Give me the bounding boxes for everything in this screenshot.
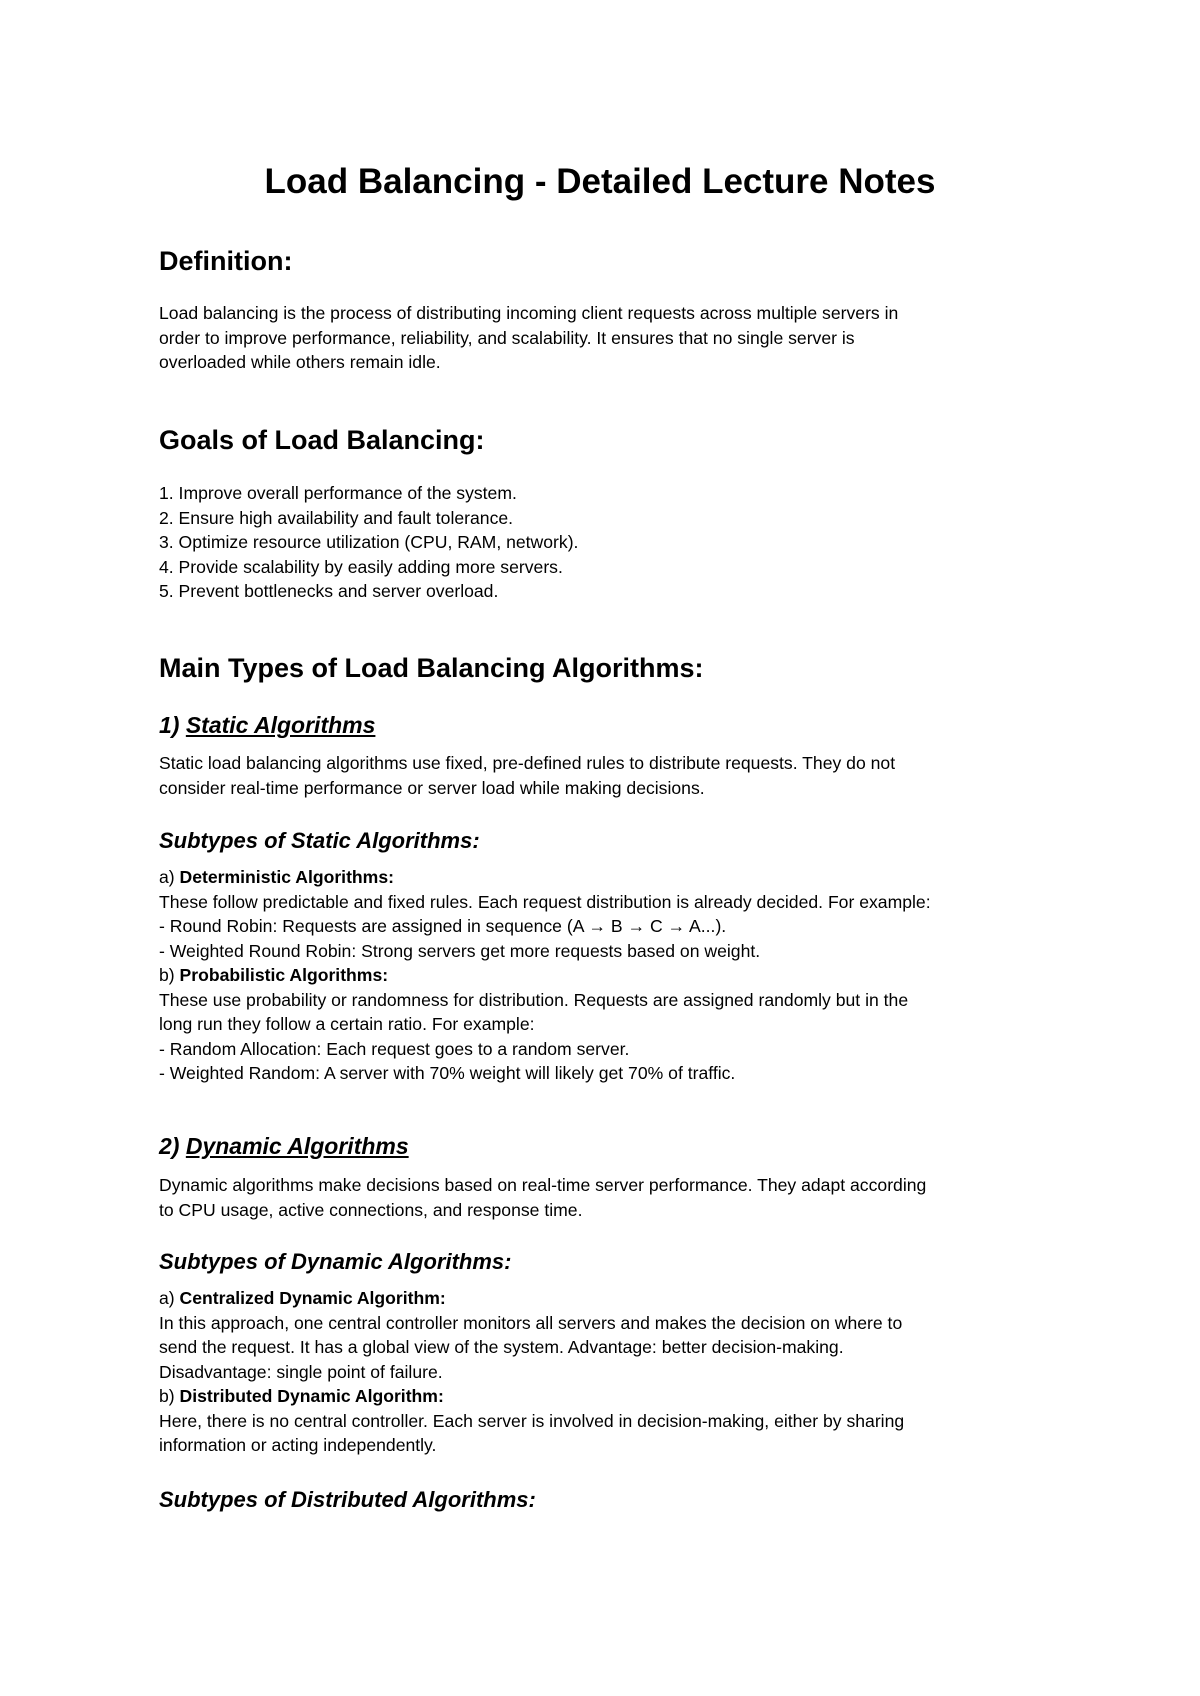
page-title: Load Balancing - Detailed Lecture Notes bbox=[264, 162, 936, 201]
static-heading bbox=[159, 710, 375, 740]
static-subtypes-body bbox=[159, 865, 1059, 1086]
definition-paragraph bbox=[159, 301, 1059, 375]
distributed-label: Distributed Dynamic Algorithm: bbox=[179, 1386, 444, 1406]
probabilistic-label-line bbox=[159, 963, 1059, 988]
definition-line: Load balancing is the process of distributing incoming client requests across multiple servers in bbox=[159, 303, 899, 323]
dynamic-heading bbox=[159, 1131, 409, 1161]
centralized-line: In this approach, one central controller monitors all servers and makes the decision on where to bbox=[159, 1312, 903, 1333]
definition-line: overloaded while others remain idle. bbox=[159, 352, 441, 372]
goals-list bbox=[159, 481, 1059, 604]
probabilistic-line: - Random Allocation: Each request goes to a random server. bbox=[159, 1038, 630, 1059]
goal-item: 3. Optimize resource utilization (CPU, RAM, network). bbox=[159, 532, 579, 552]
dynamic-desc-line: Dynamic algorithms make decisions based on real-time server performance. They adapt according bbox=[159, 1175, 927, 1195]
probabilistic-line: long run they follow a certain ratio. For example: bbox=[159, 1014, 535, 1034]
main-types-heading: Main Types of Load Balancing Algorithms: bbox=[159, 653, 704, 683]
distributed-line: Here, there is no central controller. Each server is involved in decision-making, either by sharing bbox=[159, 1410, 905, 1431]
goals-heading: Goals of Load Balancing: bbox=[159, 425, 485, 455]
definition-heading: Definition: bbox=[159, 246, 293, 276]
deterministic-line: - Weighted Round Robin: Strong servers get more requests based on weight. bbox=[159, 940, 761, 961]
dynamic-title: Dynamic Algorithms bbox=[185, 1133, 409, 1159]
centralized-line: Disadvantage: single point of failure. bbox=[159, 1361, 443, 1382]
distributed-subtypes-heading: Subtypes of Distributed Algorithms: bbox=[159, 1487, 536, 1512]
dynamic-number: 2) bbox=[159, 1133, 186, 1159]
goal-item: 1. Improve overall performance of the system. bbox=[159, 483, 517, 503]
definition-line: order to improve performance, reliability, and scalability. It ensures that no single server is bbox=[159, 327, 855, 348]
distributed-label-line bbox=[159, 1384, 1059, 1409]
deterministic-line: These follow predictable and fixed rules. Each request distribution is already decided. For example: bbox=[159, 891, 931, 912]
goal-item: 5. Prevent bottlenecks and server overload. bbox=[159, 581, 499, 601]
static-desc-line: consider real-time performance or server load while making decisions. bbox=[159, 777, 705, 798]
dynamic-description bbox=[159, 1173, 1059, 1222]
static-desc-line: Static load balancing algorithms use fixed, pre-defined rules to distribute requests. They do not bbox=[159, 753, 896, 773]
probabilistic-prefix: b) bbox=[159, 965, 180, 985]
dynamic-subtypes-heading: Subtypes of Dynamic Algorithms: bbox=[159, 1249, 512, 1274]
probabilistic-label: Probabilistic Algorithms: bbox=[179, 965, 389, 985]
centralized-label-line bbox=[159, 1286, 1059, 1311]
centralized-label: Centralized Dynamic Algorithm: bbox=[179, 1288, 446, 1308]
document-page bbox=[159, 0, 1059, 1696]
goal-item: 2. Ensure high availability and fault tolerance. bbox=[159, 507, 514, 528]
dynamic-subtypes-body bbox=[159, 1286, 1059, 1458]
centralized-prefix: a) bbox=[159, 1288, 180, 1308]
centralized-line: send the request. It has a global view of the system. Advantage: better decision-making. bbox=[159, 1337, 844, 1357]
deterministic-label-line bbox=[159, 865, 1059, 890]
deterministic-label: Deterministic Algorithms: bbox=[179, 867, 394, 887]
static-description bbox=[159, 751, 1059, 800]
deterministic-line: - Round Robin: Requests are assigned in sequence (A → B → C → A...). bbox=[159, 916, 727, 936]
probabilistic-line: - Weighted Random: A server with 70% weight will likely get 70% of traffic. bbox=[159, 1063, 736, 1083]
distributed-line: information or acting independently. bbox=[159, 1435, 437, 1455]
dynamic-desc-line: to CPU usage, active connections, and response time. bbox=[159, 1199, 583, 1220]
distributed-prefix: b) bbox=[159, 1386, 180, 1406]
goal-item: 4. Provide scalability by easily adding more servers. bbox=[159, 556, 563, 577]
probabilistic-line: These use probability or randomness for distribution. Requests are assigned randomly but in the bbox=[159, 989, 909, 1010]
static-subtypes-heading: Subtypes of Static Algorithms: bbox=[159, 828, 480, 853]
deterministic-prefix: a) bbox=[159, 867, 180, 887]
static-number: 1) bbox=[159, 712, 186, 738]
static-title: Static Algorithms bbox=[185, 712, 376, 738]
